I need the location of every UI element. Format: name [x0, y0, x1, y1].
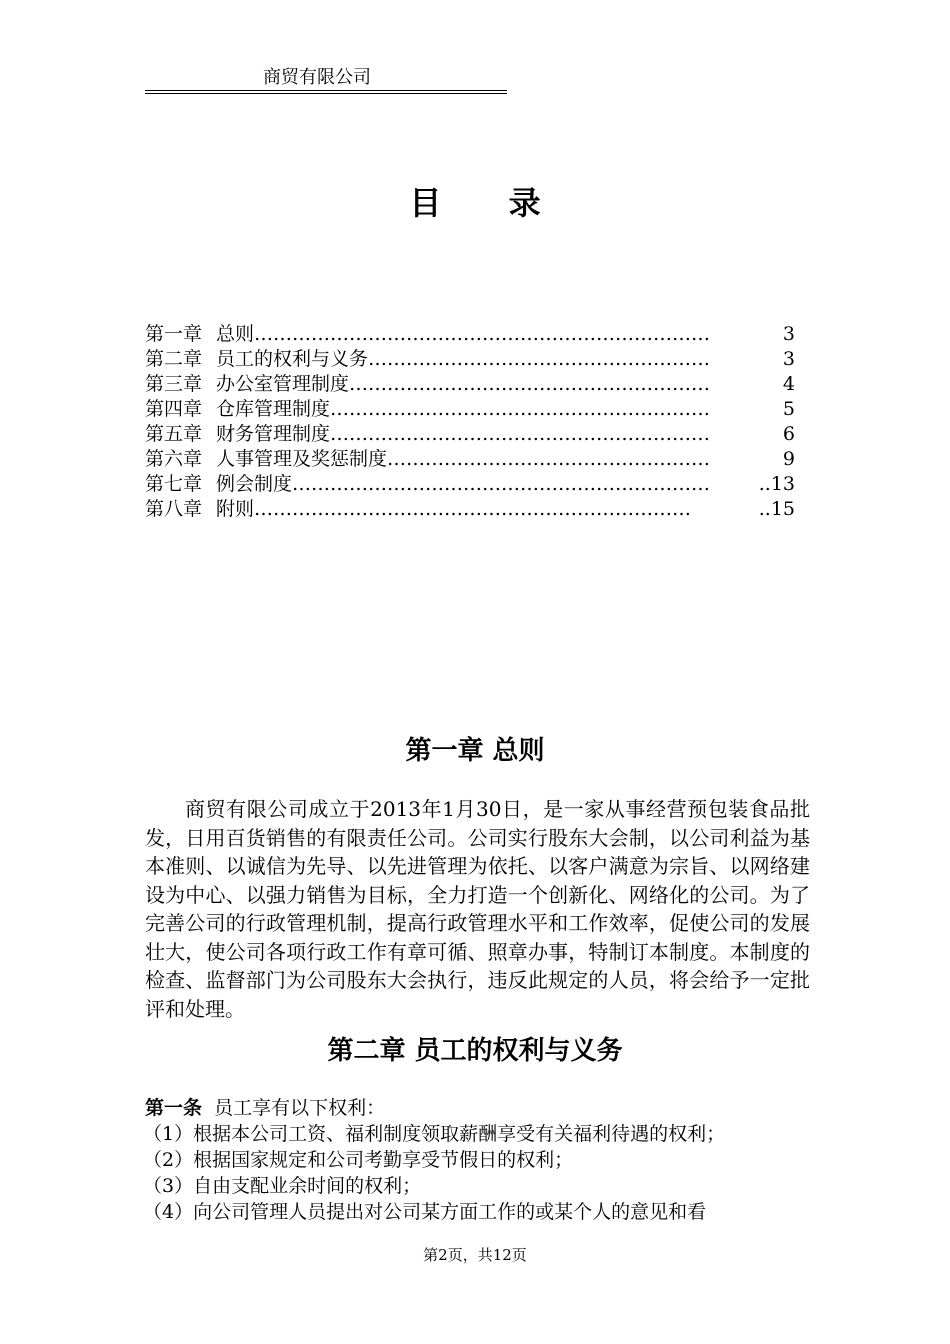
- toc-chapter-number: 第五章: [145, 423, 203, 445]
- toc-leader-dots: ……………………………………………………………: [254, 498, 692, 520]
- article-1: [145, 1095, 815, 1225]
- toc-title: 目 录: [409, 184, 569, 222]
- article-label: 第一条: [145, 1097, 203, 1119]
- toc-entry[interactable]: [145, 422, 795, 447]
- toc-chapter-name: 员工的权利与义务: [216, 348, 369, 370]
- page-footer: 第2页，共12页: [423, 1246, 527, 1264]
- toc-entry[interactable]: [145, 497, 795, 522]
- toc-page-number: ..13: [758, 473, 795, 495]
- list-item: （4）向公司管理人员提出对公司某方面工作的或某个人的意见和看: [143, 1201, 707, 1223]
- toc-chapter-number: 第六章: [145, 448, 203, 470]
- toc-chapter-number: 第一章: [145, 323, 203, 345]
- toc-leader-dots: ……………………………………………: [387, 448, 711, 470]
- article-text: 员工享有以下权利：: [214, 1097, 386, 1119]
- toc-chapter-name: 办公室管理制度: [216, 373, 350, 395]
- toc-page-number: ..15: [758, 498, 795, 520]
- list-item: （2）根据国家规定和公司考勤享受节假日的权利；: [143, 1149, 574, 1171]
- toc-chapter-name: 财务管理制度: [216, 423, 331, 445]
- toc-entry[interactable]: [145, 347, 795, 372]
- toc-chapter-name: 仓库管理制度: [216, 398, 331, 420]
- toc-chapter-name: 例会制度: [216, 473, 293, 495]
- toc-chapter-number: 第四章: [145, 398, 203, 420]
- toc-leader-dots: ……………………………………………………: [330, 398, 711, 420]
- list-item: （3）自由支配业余时间的权利；: [143, 1175, 422, 1197]
- toc-entry[interactable]: [145, 322, 795, 347]
- toc-entry[interactable]: [145, 397, 795, 422]
- list-item: （1）根据本公司工资、福利制度领取薪酬享受有关福利待遇的权利；: [143, 1123, 726, 1145]
- toc-leader-dots: ……………………………………………………: [330, 423, 711, 445]
- toc-chapter-name: 附则: [216, 498, 255, 520]
- toc-chapter-number: 第二章: [145, 348, 203, 370]
- toc-chapter-name: 总则: [216, 323, 255, 345]
- toc-entry[interactable]: [145, 472, 795, 497]
- toc-page-number: 5: [782, 398, 795, 420]
- toc-chapter-number: 第七章: [145, 473, 203, 495]
- toc-page-number: 6: [782, 423, 795, 445]
- chapter1-paragraph: 商贸有限公司成立于2013年1月30日，是一家从事经营预包装食品批发，日用百货销售的有限责任公司。公司实行股东大会制，以公司利益为基本准则、以诚信为先导、以先进管理为依托、以客户满意为宗旨、以网络建设为中心、以强力销售为目标，全力打造一个创新化、网络化的公司。为了完善公司的行政管理机制，提高行政管理水平和工作效率，促使公司的发展壮大，使公司各项行政工作有章可循、照章办事，特制订本制度。本制度的检查、监督部门为公司股东大会执行，违反此规定的人员，将会给予一定批评和处理。: [145, 797, 810, 1021]
- toc-page-number: 3: [782, 348, 795, 370]
- chapter2-heading: 第二章 员工的权利与义务: [327, 1036, 623, 1066]
- chapter1-heading: 第一章 总则: [405, 736, 545, 766]
- toc-entry[interactable]: [145, 447, 795, 472]
- article-heading: [145, 1095, 815, 1121]
- toc-leader-dots: ………………………………………………………………: [254, 323, 711, 345]
- toc-page-number: 9: [782, 448, 795, 470]
- toc-leader-dots: …………………………………………………………: [292, 473, 711, 495]
- toc-page-number: 3: [782, 323, 795, 345]
- toc-entry[interactable]: [145, 372, 795, 397]
- toc-chapter-number: 第三章: [145, 373, 203, 395]
- toc-leader-dots: ………………………………………………: [368, 348, 711, 370]
- toc-leader-dots: …………………………………………………: [349, 373, 711, 395]
- toc-chapter-name: 人事管理及奖惩制度: [216, 448, 388, 470]
- toc-chapter-number: 第八章: [145, 498, 203, 520]
- header-rule-top: [145, 90, 507, 91]
- table-of-contents: [145, 322, 795, 522]
- toc-page-number: 4: [782, 373, 795, 395]
- header-company-name: 商贸有限公司: [263, 67, 371, 88]
- header-rule-bottom: [145, 93, 507, 94]
